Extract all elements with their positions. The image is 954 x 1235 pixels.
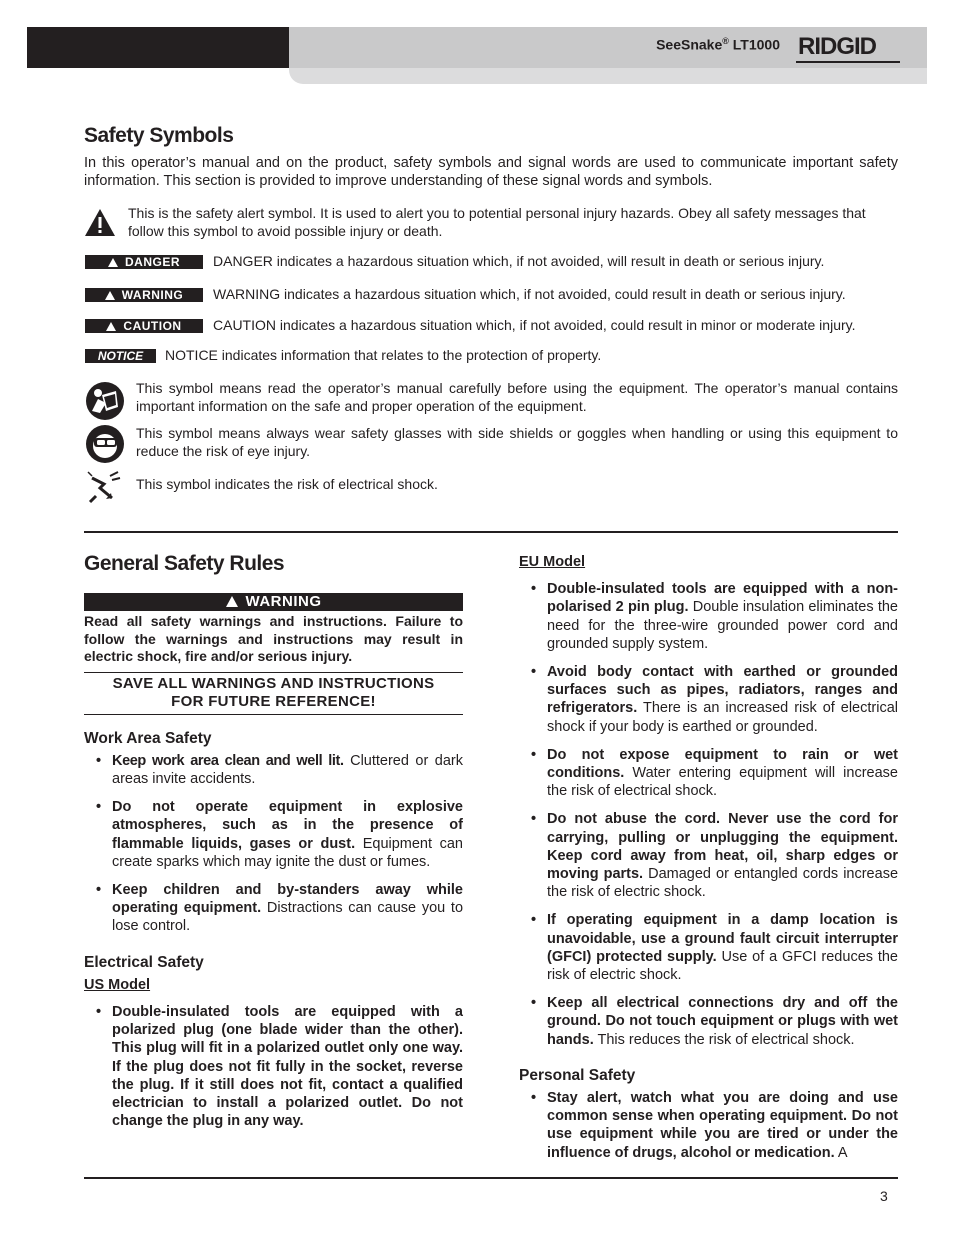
warning-triangle-icon (106, 322, 116, 331)
danger-badge: DANGER (85, 255, 203, 269)
general-warning-body: Read all safety warnings and instructions. Failure to follow the warnings and instructions may result in electric shock, fire and/or serious injury. (84, 613, 463, 664)
list-item: • Double-insulated tools are equipped with a non-polarised 2 pin plug. Double insulation eliminates the need for the three-wire grounded power cord and grounded supply system. (519, 580, 898, 653)
danger-text: DANGER indicates a hazardous situation which, if not avoided, will result in death or serious injury. (213, 253, 825, 269)
list-item: • Double-insulated tools are equipped with a polarized plug (one blade wider than the other). This plug will fit in a polarized outlet only one way. If the plug does not fit fully in the socket, reverse the plug. If it still does not fit, contact a qualified electrician to install a polarized outlet. Do not change the plug in any way. (84, 1003, 463, 1130)
notice-text: NOTICE indicates information that relates to the protection of property. (165, 347, 602, 363)
left-column (84, 593, 463, 1140)
warning-triangle-icon (105, 291, 115, 300)
subheading-work-area: Work Area Safety (84, 729, 212, 747)
header-gray-tab (289, 68, 927, 84)
right-column (519, 553, 898, 1172)
electrical-shock-icon (84, 468, 126, 506)
safety-glasses-text: This symbol means always wear safety glasses with side shields or goggles when handling or using this equipment to reduce the risk of eye injury. (136, 425, 898, 459)
logo-underline (796, 61, 900, 63)
list-item: • Avoid body contact with earthed or grounded surfaces such as pipes, radiators, ranges and refrigerators. There is an increased risk of electrical shock if your body is earthed or grounded. (519, 663, 898, 736)
electrical-shock-text: This symbol indicates the risk of electrical shock. (136, 476, 438, 492)
list-item: • Keep work area clean and well lit. Cluttered or dark areas invite accidents. (84, 752, 463, 788)
product-name: SeeSnake® LT1000 (656, 36, 780, 53)
list-item: • If operating equipment in a damp location is unavoidable, use a ground fault circuit interrupter (GFCI) protected supply. Use of a GFCI reduces the risk of electric shock. (519, 911, 898, 984)
us-model-label: US Model (84, 976, 151, 993)
caution-text: CAUTION indicates a hazardous situation which, if not avoided, could result in minor or moderate injury. (213, 317, 856, 333)
list-item: • Keep children and by-standers away while operating equipment. Distractions can cause you to lose control. (84, 881, 463, 936)
list-item: • Stay alert, watch what you are doing and use common sense when operating equipment. Do not use equipment while you are tired or under the influence of drugs, alcohol or medication. A (519, 1089, 898, 1162)
eu-model-label: EU Model (519, 554, 586, 570)
list-item: • Do not operate equipment in explosive atmospheres, such as in the presence of flammable liquids, gases or dust. Equipment can create sparks which may ignite the dust or fumes. (84, 798, 463, 871)
safety-alert-text: This is the safety alert symbol. It is used to alert you to potential personal injury hazards. Obey all safety messages that follow this symbol to avoid possible injury or death. (128, 205, 866, 239)
read-manual-icon (84, 381, 126, 421)
list-item: • Do not expose equipment to rain or wet conditions. Water entering equipment will increase the risk of electrical shock. (519, 746, 898, 801)
safety-glasses-icon (84, 424, 126, 464)
list-item: • Keep all electrical connections dry and off the ground. Do not touch equipment or plugs with wet hands. This reduces the risk of electrical shock. (519, 994, 898, 1049)
caution-badge: CAUTION (85, 319, 203, 333)
save-instructions-box: SAVE ALL WARNINGS AND INSTRUCTIONS FOR FUTURE REFERENCE! (84, 672, 463, 715)
page-number: 3 (880, 1188, 888, 1204)
notice-badge: NOTICE (85, 349, 156, 363)
header-black-bar (27, 27, 292, 68)
warning-triangle-icon (226, 596, 238, 607)
section-title-general-safety: General Safety Rules (84, 552, 285, 575)
section-title-safety-symbols: Safety Symbols (84, 124, 234, 147)
subheading-personal: Personal Safety (519, 1066, 636, 1084)
warning-triangle-icon (108, 258, 118, 267)
general-warning-bar: WARNING (84, 593, 463, 611)
footer-divider (84, 1177, 898, 1179)
safety-alert-icon (83, 207, 117, 238)
safety-symbols-intro: In this operator’s manual and on the product, safety symbols and signal words are used to communicate important safety information. This section is provided to improve understanding of these signal words and symbols. (84, 155, 898, 189)
section-divider (84, 531, 898, 533)
list-item: • Do not abuse the cord. Never use the cord for carrying, pulling or unplugging the equipment. Keep cord away from heat, oil, sharp edges or moving parts. Damaged or entangled cords increase the risk of electric shock. (519, 810, 898, 901)
subheading-electrical: Electrical Safety (84, 953, 204, 971)
read-manual-text: This symbol means read the operator’s manual carefully before using the equipment. The operator’s manual contains important information on the safe and proper operation of the equipment. (136, 380, 898, 414)
warning-text: WARNING indicates a hazardous situation which, if not avoided, could result in death or serious injury. (213, 286, 846, 302)
ridgid-logo: RIDGID (798, 33, 876, 60)
warning-badge: WARNING (85, 288, 203, 302)
